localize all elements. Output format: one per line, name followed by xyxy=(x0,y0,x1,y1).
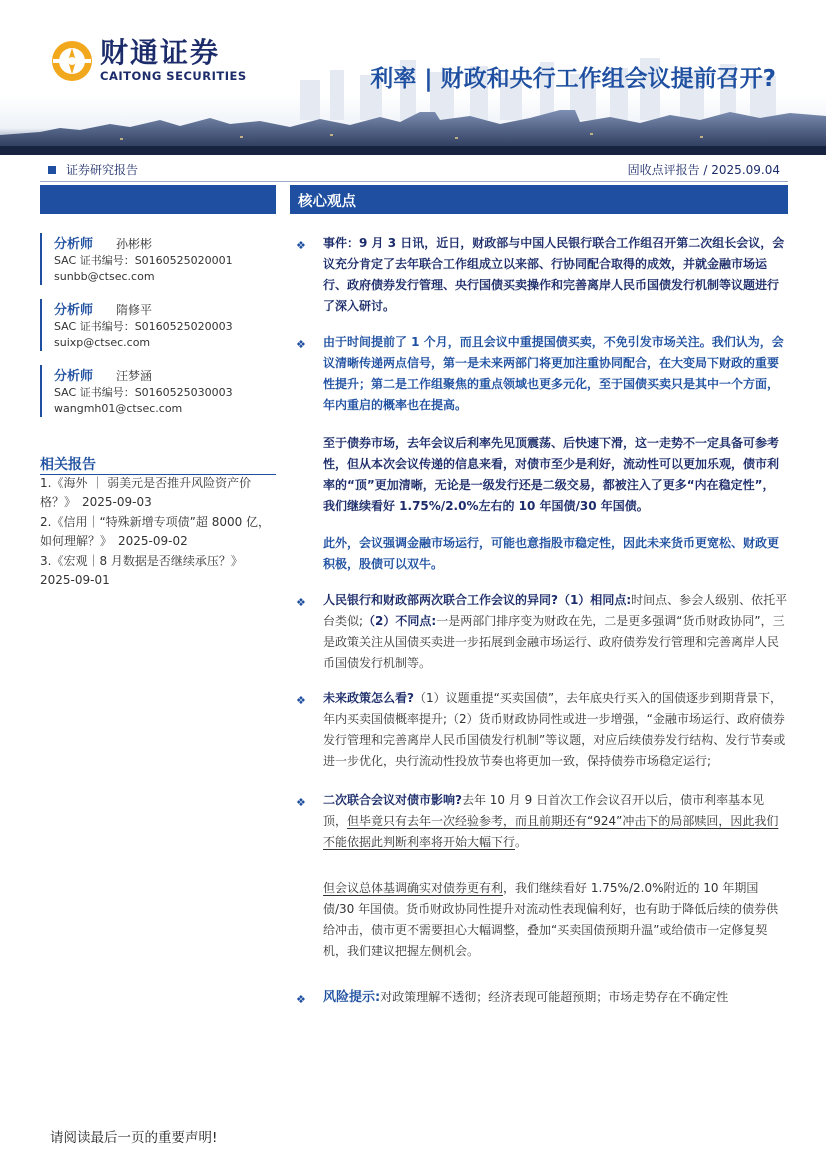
lead-text: 人民银行和财政部两次联合工作会议的异同?（1）相同点: xyxy=(323,593,632,607)
analyst-role: 分析师 xyxy=(54,369,94,384)
caitong-logo-icon xyxy=(50,39,94,83)
paragraph-signals: 由于时间提前了 1 个月，而且会议中重提国债买卖，不免引发市场关注。我们认为，会议清晰传递两点信号，第一是未来两部门将更加注重协同配合，在大变局下财政的重要性提升；第二是工作组聚焦的重点领域也更多元化，至于国债买卖只是其中一个方面，年内重启的概率也在提高。 xyxy=(323,335,784,412)
paragraph-outlook xyxy=(323,878,788,962)
disclaimer-footer: 请阅读最后一页的重要声明! xyxy=(50,1130,218,1146)
diamond-bullet-icon: ❖ xyxy=(296,993,306,1006)
paragraph-future-policy xyxy=(323,688,788,772)
report-type xyxy=(48,161,138,178)
lead-text: 二次联合会议对债市影响? xyxy=(323,793,462,807)
logo-chinese-name: 财通证券 xyxy=(100,36,221,69)
logo-english-name: CAITONG SECURITIES xyxy=(100,69,247,83)
body-text: 对政策理解不透彻；经济表现可能超预期；市场走势存在不确定性 xyxy=(380,990,729,1004)
report-category-date: 固收点评报告 / 2025.09.04 xyxy=(627,163,780,177)
analyst-role: 分析师 xyxy=(54,237,94,252)
diamond-bullet-icon: ❖ xyxy=(296,796,306,809)
paragraph-stock-bond: 此外，会议强调金融市场运行，可能也意指股市稳定性，因此未来货币更宽松、财政更积极，股债可以双牛。 xyxy=(323,536,780,571)
related-reports-list xyxy=(40,474,280,591)
analyst-name: 孙彬彬 xyxy=(116,237,153,251)
analyst-email[interactable]: wangmh01@ctsec.com xyxy=(54,402,183,415)
lead-text: 风险提示: xyxy=(323,990,381,1005)
related-report-link[interactable]: 2.《信用｜“特殊新增专项债”超 8000 亿，如何理解？》 2025-09-02 xyxy=(40,515,271,548)
core-view-bar xyxy=(290,185,788,214)
underlined-text: 但会议总体基调确实对债券更有利 xyxy=(323,881,504,895)
company-logo xyxy=(50,38,247,84)
body-text: 。 xyxy=(515,835,528,849)
related-reports-title: 相关报告 xyxy=(40,457,96,473)
analyst-cert: SAC 证书编号：S0160525020001 xyxy=(54,254,233,267)
body-text: （1）议题重提“买卖国债”，去年底央行买入的国债逐步到期背景下，年内买卖国债概率提升;（2）货币财政协同性或进一步增强，“金融市场运行、政府债券发行管理和完善离岸人民币国债发行机制”等议题，对应后续债券发行结构、发行节奏或进一步优化，央行流动性投放节奏也将更加一致，保持债券市场稳定运行; xyxy=(323,691,786,768)
underlined-text: 但毕竟只有去年一次经验参考，而且前期还有“924”冲击下的局部赎回，因此我们不能依据此判断利率将开始大幅下行 xyxy=(323,814,779,849)
analyst-role: 分析师 xyxy=(54,303,94,318)
analyst-email[interactable]: sunbb@ctsec.com xyxy=(54,270,155,283)
body-text: 一是两部门排序变为财政在先，二是更多强调“货币财政协同”，三是政策关注从国债买卖进一步拓展到金融市场运行、政府债券发行管理和完善离岸人民币国债发行机制等。 xyxy=(323,614,785,670)
analyst-email[interactable]: suixp@ctsec.com xyxy=(54,336,151,349)
subheader-bar xyxy=(40,158,788,182)
core-view-title: 核心观点 xyxy=(298,194,356,210)
body-text: ，我们继续看好 1.75%/2.0%附近的 10 年期国债/30 年国债。货币财政协同性提升对流动性表现偏利好，也有助于降低后续的债券供给冲击，债市更不需要担心大幅调整，叠加“买卖国债预期升温”或给债市一定修复契机，我们建议把握左侧机会。 xyxy=(323,881,779,958)
paragraph-risk xyxy=(323,987,788,1008)
analyst-cert: SAC 证书编号：S0160525030003 xyxy=(54,386,233,399)
analyst-card xyxy=(40,299,276,351)
diamond-bullet-icon: ❖ xyxy=(296,694,306,707)
lead-text: （2）不同点: xyxy=(363,614,437,628)
diamond-bullet-icon: ❖ xyxy=(296,338,306,351)
lead-text: 未来政策怎么看? xyxy=(323,691,414,705)
analyst-cert: SAC 证书编号：S0160525020003 xyxy=(54,320,233,333)
left-column-bar xyxy=(40,185,276,214)
analyst-name: 隋修平 xyxy=(116,303,153,317)
paragraph-similarities-differences xyxy=(323,590,788,674)
paragraph-event: 事件：9 月 3 日讯，近日，财政部与中国人民银行联合工作组召开第二次组长会议，会议充分肯定了去年联合工作组成立以来部、行协同配合取得的成效，并就金融市场运行、政府债券发行管理、央行国债买卖操作和完善离岸人民币国债发行机制等议题进行了深入研讨。 xyxy=(323,236,785,313)
diamond-bullet-icon: ❖ xyxy=(296,239,306,252)
body-text: 去年 10 月 9 日首次工作会议召开以后，债市利率基本见顶， xyxy=(323,793,765,828)
analyst-card xyxy=(40,365,276,417)
report-header xyxy=(0,0,826,155)
paragraph-bond-impact xyxy=(323,790,788,853)
analyst-name: 汪梦涵 xyxy=(116,369,153,383)
analyst-card xyxy=(40,233,276,285)
report-title: 利率 | 财政和央行工作组会议提前召开? xyxy=(370,66,776,92)
related-report-link[interactable]: 1.《海外 ｜ 弱美元是否推升风险资产价格？》 2025-09-03 xyxy=(40,476,252,509)
report-type-label: 证券研究报告 xyxy=(66,163,139,177)
square-bullet-icon xyxy=(48,166,56,174)
body-text: 时间点、参会人级别、依托平台类似; xyxy=(323,593,788,628)
related-report-link[interactable]: 3.《宏观｜8 月数据是否继续承压？》 2025-09-01 xyxy=(40,554,249,587)
paragraph-bond-market: 至于债券市场，去年会议后利率先见顶震荡、后快速下滑，这一走势不一定具备可参考性，但从本次会议传递的信息来看，对债市至少是利好，流动性可以更加乐观，债市利率的“顶”更加清晰，无论是一级发行还是二级交易，都被注入了更多“内在稳定性”， 我们继续看好 1.75%/2.0%左右的 10 年国债/30 年国债。 xyxy=(323,436,781,513)
diamond-bullet-icon: ❖ xyxy=(296,596,306,609)
